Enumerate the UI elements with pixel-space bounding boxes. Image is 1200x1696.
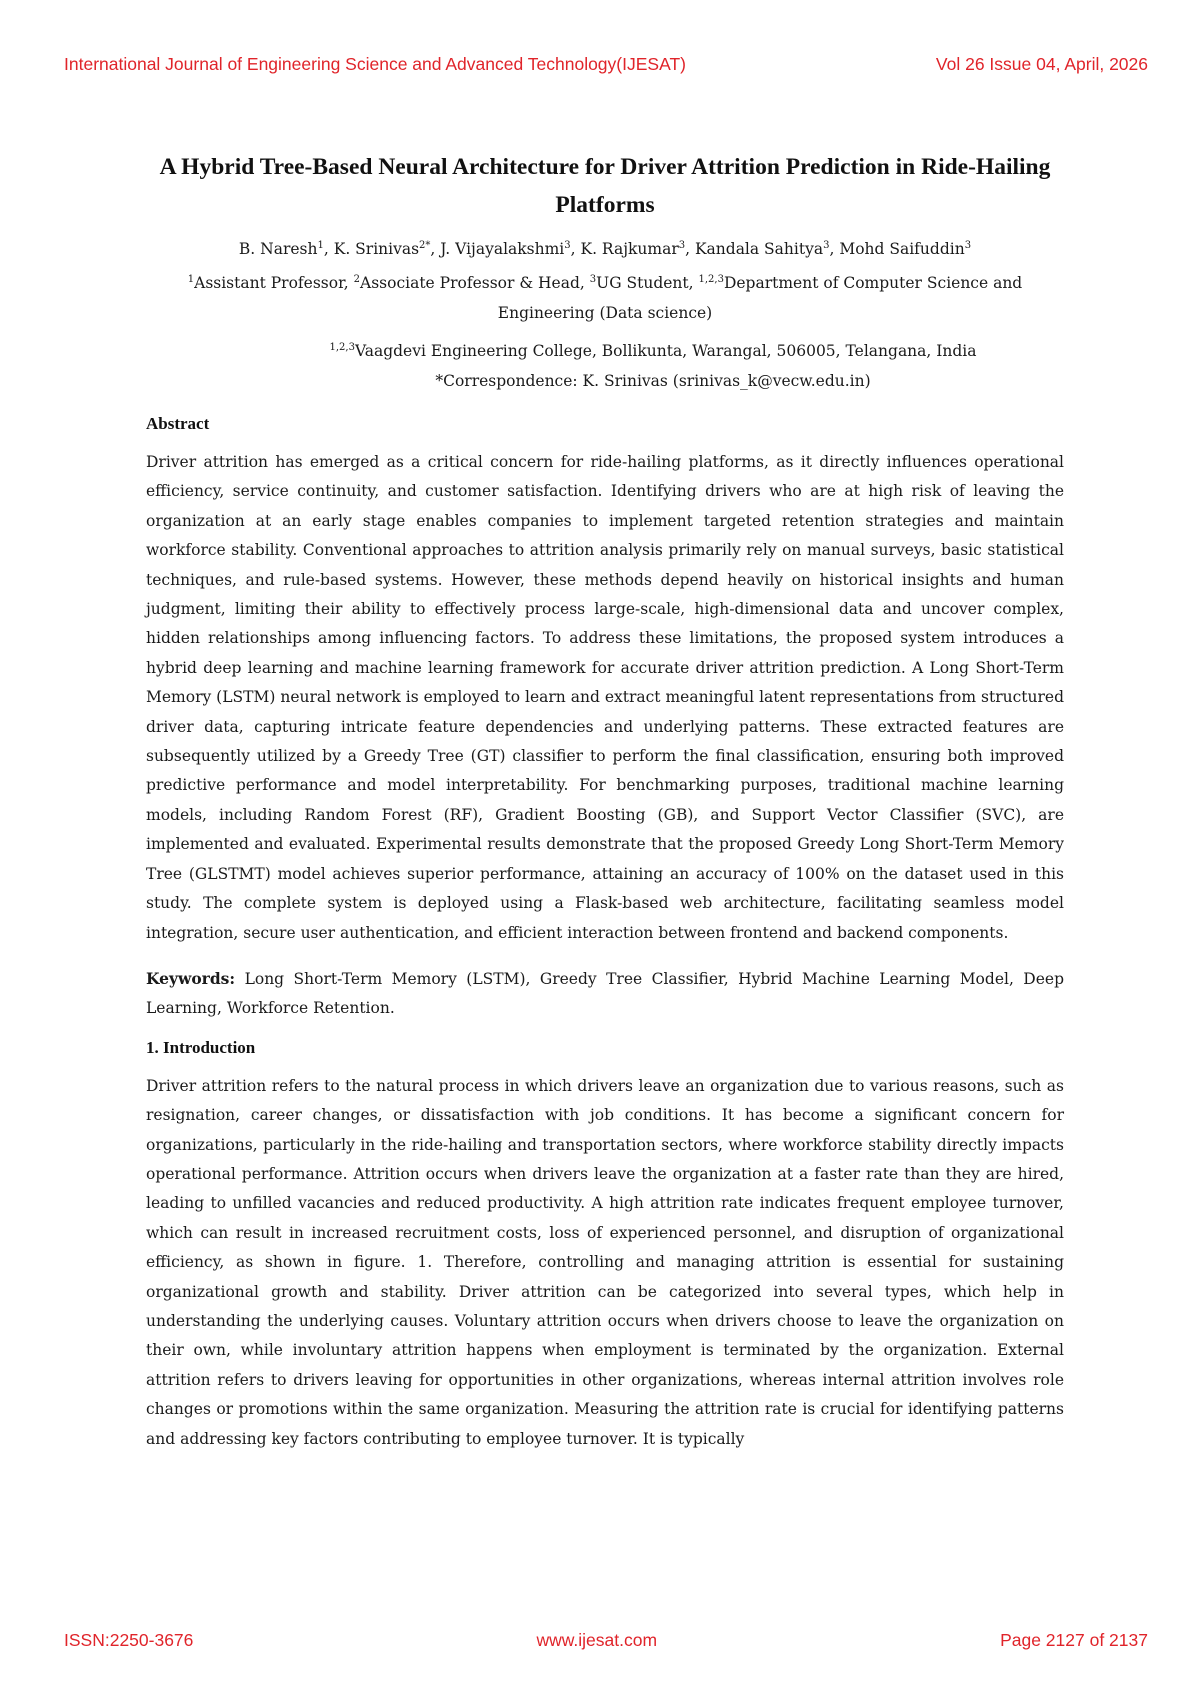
running-header	[64, 54, 1148, 75]
author: K. Srinivas$^{2*}$,	[333, 239, 441, 258]
affiliation: $^1$Assistant Professor, $^2$Associate Professor & Head, $^3$UG Student, $^{1,2,3}$Department of Computer Science and Engineering (Data science)	[187, 273, 1023, 322]
abstract-text: Driver attrition has emerged as a critical concern for ride-hailing platforms, as it directly influences operational efficiency, service continuity, and customer satisfaction. Identifying drivers who are at high risk of leaving the organization at an early stage enables companies to implement targeted retention strategies and maintain workforce stability. Conventional approaches to attrition analysis primarily rely on manual surveys, basic statistical techniques, and rule-based systems. However, these methods depend heavily on historical insights and human judgment, limiting their ability to effectively process large-scale, high-dimensional data and uncover complex, hidden relationships among influencing factors. To address these limitations, the proposed system introduces a hybrid deep learning and machine learning framework for accurate driver attrition prediction. A Long Short-Term Memory (LSTM) neural network is employed to learn and extract meaningful latent representations from structured driver data, capturing intricate feature dependencies and underlying patterns. These extracted features are subsequently utilized by a Greedy Tree (GT) classifier to perform the final classification, ensuring both improved predictive performance and model interpretability. For benchmarking purposes, traditional machine learning models, including Random Forest (RF), Gradient Boosting (GB), and Support Vector Classifier (SVC), are implemented and evaluated. Experimental results demonstrate that the proposed Greedy Long Short-Term Memory Tree (GLSTMT) model achieves superior performance, attaining an accuracy of 100% on the dataset used in this study. The complete system is deployed using a Flask-based web architecture, facilitating seamless model integration, secure user authentication, and efficient interaction between frontend and backend components.	[146, 453, 1064, 942]
paper-content	[146, 148, 1064, 1454]
author: J. Vijayalakshmi$^3$,	[440, 239, 581, 258]
introduction-heading: 1. Introduction	[146, 1037, 256, 1057]
introduction-text: Driver attrition refers to the natural process in which drivers leave an organization due to various reasons, such as resignation, career changes, or dissatisfaction with job conditions. It has become a significant concern for organizations, particularly in the ride-hailing and transportation sectors, where workforce stability directly impacts operational performance. Attrition occurs when drivers leave the organization at a faster rate than they are hired, leading to unfilled vacancies and reduced productivity. A high attrition rate indicates frequent employee turnover, which can result in increased recruitment costs, loss of experienced personnel, and disruption of organizational efficiency, as shown in figure. 1. Therefore, controlling and managing attrition is essential for sustaining organizational growth and stability. Driver attrition can be categorized into several types, which help in understanding the underlying causes. Voluntary attrition occurs when drivers choose to leave the organization on their own, while involuntary attrition happens when employment is terminated by the organization. External attrition refers to drivers leaving for opportunities in other organizations, whereas internal attrition involves role changes or promotions within the same organization. Measuring the attrition rate is crucial for identifying patterns and addressing key factors contributing to employee turnover. It is typically	[146, 1076, 1064, 1448]
author: B. Naresh$^1$,	[238, 239, 334, 258]
website-link[interactable]: www.ijesat.com	[536, 1630, 658, 1650]
author-list	[146, 234, 1064, 264]
issn: ISSN:2250-3676	[64, 1630, 194, 1650]
keywords-list: Long Short-Term Memory (LSTM), Greedy Tree Classifier, Hybrid Machine Learning Model, Deep Learning, Workforce Retention.	[146, 969, 1064, 1018]
page-number: Page 2127 of 2137	[1000, 1630, 1148, 1650]
paper-title: A Hybrid Tree-Based Neural Architecture for Driver Attrition Prediction in Ride-Hailing Platforms	[159, 154, 1051, 218]
author: Kandala Sahitya$^3$,	[694, 239, 840, 258]
author: Mohd Saifuddin$^3$	[839, 239, 972, 258]
college-address: $^{1,2,3}$Vaagdevi Engineering College, Bollikunta, Warangal, 506005, Telangana, India	[329, 341, 977, 360]
running-footer	[64, 1630, 1148, 1651]
abstract-heading: Abstract	[146, 414, 210, 433]
keywords-label: Keywords:	[146, 968, 236, 988]
author: K. Rajkumar$^3$,	[580, 239, 695, 258]
journal-name: International Journal of Engineering Science and Advanced Technology(IJESAT)	[64, 54, 686, 74]
volume-issue: Vol 26 Issue 04, April, 2026	[935, 54, 1148, 74]
keywords	[146, 964, 1064, 1024]
correspondence: *Correspondence: K. Srinivas (srinivas_k@vecw.edu.in)	[435, 372, 871, 390]
